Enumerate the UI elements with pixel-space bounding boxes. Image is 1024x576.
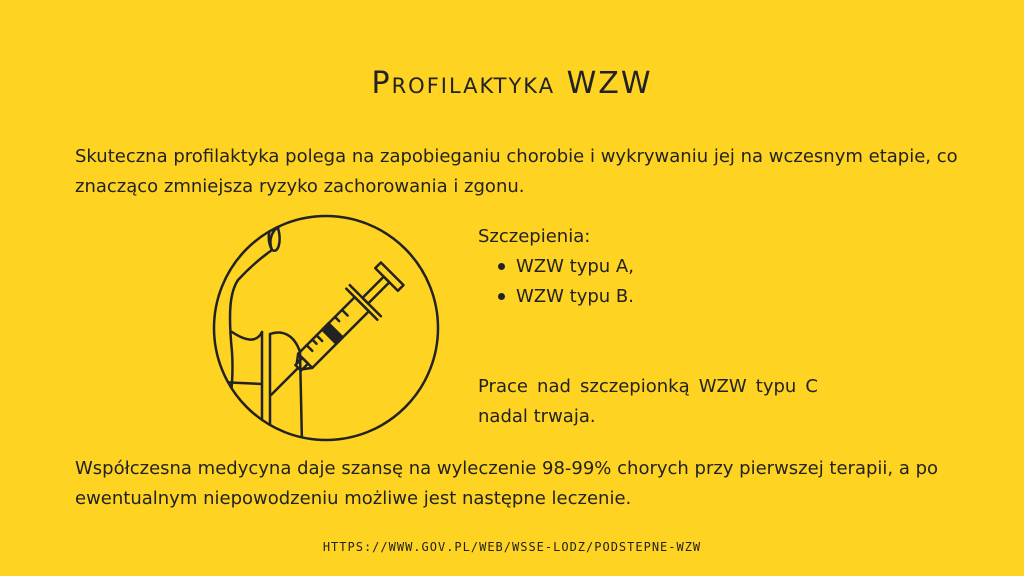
vaccinations-heading: Szczepienia:: [478, 226, 591, 247]
list-item-label: WZW typu B.: [516, 286, 634, 307]
list-item: [496, 282, 634, 312]
page-title: Profilaktyka WZW: [371, 66, 653, 101]
source-url: HTTPS://WWW.GOV.PL/WEB/WSSE-LODZ/PODSTEPNE-WZW: [322, 540, 702, 554]
list-item-label: WZW typu A,: [516, 256, 634, 277]
intro-paragraph: Skuteczna profilaktyka polega na zapobieganiu chorobie i wykrywaniu jej na wczesnym etapie, co znacząco zmniejsza ryzyko zachorowania i zgonu.: [75, 146, 958, 197]
vaccination-syringe-icon: [210, 212, 442, 444]
bullet-dot-icon: [498, 293, 505, 300]
vaccinations-block: [478, 222, 634, 312]
outro-paragraph: Współczesna medycyna daje szansę na wyleczenie 98-99% chorych przy pierwszej terapii, a po ewentualnym niepowodzeniu możliwe jest następne leczenie.: [75, 458, 939, 509]
hep-c-note: Prace nad szczepionką WZW typu C nadal trwaja.: [478, 376, 818, 427]
list-item: [496, 252, 634, 282]
vaccinations-list: [478, 252, 634, 312]
bullet-dot-icon: [498, 263, 505, 270]
